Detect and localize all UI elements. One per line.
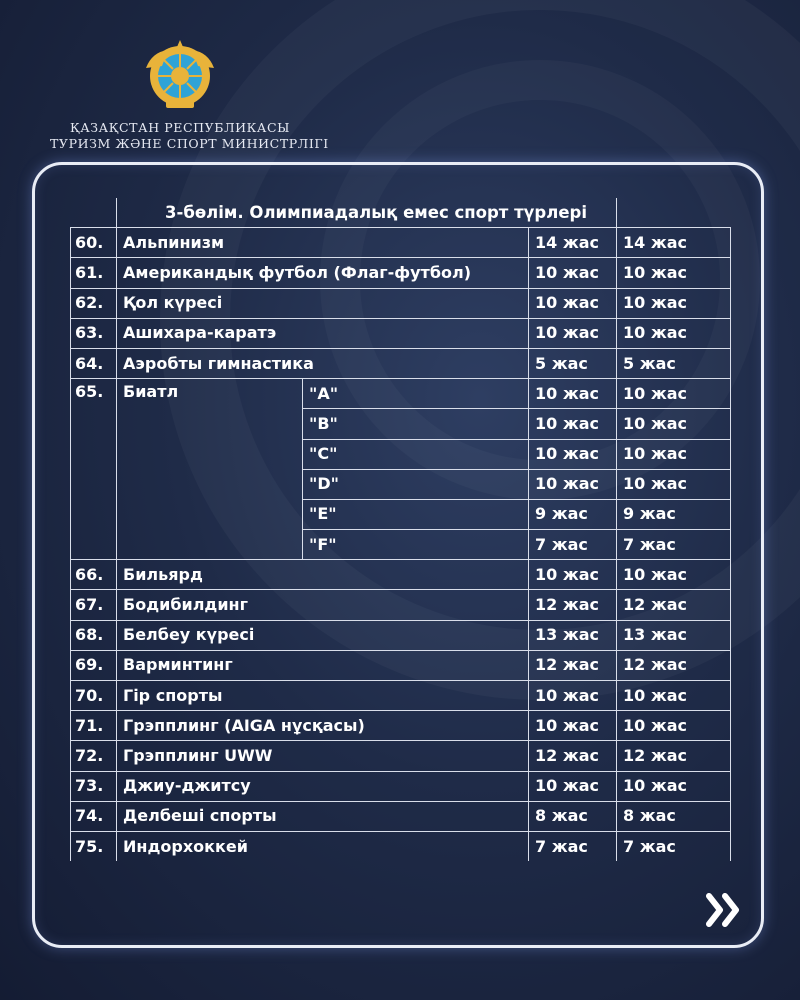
- age-cell: 13 жас: [617, 620, 731, 650]
- double-chevron-right-icon[interactable]: [706, 893, 742, 927]
- subcategory-label: "F": [303, 530, 529, 560]
- age-cell: 10 жас: [617, 469, 731, 499]
- age-cell: 10 жас: [529, 258, 617, 288]
- age-cell: 10 жас: [529, 439, 617, 469]
- age-cell: 9 жас: [529, 499, 617, 529]
- age-table: [70, 198, 731, 861]
- sport-name: Индорхоккей: [117, 831, 529, 861]
- row-number: 72.: [71, 741, 117, 771]
- age-cell: 10 жас: [529, 409, 617, 439]
- age-cell: 12 жас: [617, 741, 731, 771]
- table-row: [71, 288, 731, 318]
- table-row: [71, 590, 731, 620]
- age-cell: 10 жас: [617, 288, 731, 318]
- row-number: 62.: [71, 288, 117, 318]
- age-cell: 12 жас: [529, 741, 617, 771]
- subcategory-label: "А": [303, 379, 529, 409]
- age-cell: 12 жас: [529, 650, 617, 680]
- sport-name: Грэпплинг (AIGA нұсқасы): [117, 711, 529, 741]
- row-number: 67.: [71, 590, 117, 620]
- subcategory-label: "В": [303, 409, 529, 439]
- age-cell: 12 жас: [617, 650, 731, 680]
- sport-name: Джиу-джитсу: [117, 771, 529, 801]
- table-row: [71, 801, 731, 831]
- row-number: 70.: [71, 681, 117, 711]
- table-row: [71, 711, 731, 741]
- row-number: 71.: [71, 711, 117, 741]
- row-number: 68.: [71, 620, 117, 650]
- age-cell: 10 жас: [617, 258, 731, 288]
- age-cell: 10 жас: [529, 560, 617, 590]
- sport-name: Бильярд: [117, 560, 529, 590]
- age-cell: 13 жас: [529, 620, 617, 650]
- table-row: [71, 771, 731, 801]
- row-number: 66.: [71, 560, 117, 590]
- age-cell: 9 жас: [617, 499, 731, 529]
- row-number: 69.: [71, 650, 117, 680]
- ministry-line-1: ҚАЗАҚСТАН РЕСПУБЛИКАСЫ: [69, 120, 291, 135]
- age-cell: 10 жас: [529, 771, 617, 801]
- age-cell: 8 жас: [529, 801, 617, 831]
- subcategory-label: "D": [303, 469, 529, 499]
- age-cell: 10 жас: [617, 681, 731, 711]
- age-cell: 10 жас: [617, 318, 731, 348]
- table-row: [71, 620, 731, 650]
- subcategory-label: "E": [303, 499, 529, 529]
- table-row: [71, 560, 731, 590]
- row-number: 75.: [71, 831, 117, 861]
- table-row: [71, 258, 731, 288]
- table-row: [71, 681, 731, 711]
- age-cell: 12 жас: [529, 590, 617, 620]
- subcategory-label: "С": [303, 439, 529, 469]
- sport-name: Гір спорты: [117, 681, 529, 711]
- age-cell: 10 жас: [617, 379, 731, 409]
- table-row: [71, 831, 731, 861]
- sport-name: Ашихара-каратэ: [117, 318, 529, 348]
- age-cell: 10 жас: [617, 711, 731, 741]
- age-cell: 7 жас: [529, 831, 617, 861]
- age-cell: 5 жас: [529, 348, 617, 378]
- age-cell: 10 жас: [529, 318, 617, 348]
- age-cell: 7 жас: [617, 530, 731, 560]
- row-number: 64.: [71, 348, 117, 378]
- sport-name: Делбеші спорты: [117, 801, 529, 831]
- table-row: [71, 228, 731, 258]
- age-cell: 10 жас: [529, 469, 617, 499]
- row-number: 74.: [71, 801, 117, 831]
- sport-name: Варминтинг: [117, 650, 529, 680]
- age-cell: 10 жас: [617, 560, 731, 590]
- age-cell: 10 жас: [529, 711, 617, 741]
- table-row: [71, 379, 731, 409]
- age-cell: 10 жас: [529, 379, 617, 409]
- age-cell: 12 жас: [617, 590, 731, 620]
- sport-name: Қол күресі: [117, 288, 529, 318]
- age-table-wrapper: [70, 198, 730, 861]
- sport-name: Аэробты гимнастика: [117, 348, 529, 378]
- sport-name: Биатл: [117, 379, 303, 560]
- table-row: [71, 650, 731, 680]
- age-cell: 10 жас: [617, 409, 731, 439]
- age-cell: 10 жас: [529, 288, 617, 318]
- section-title: 3-бөлім. Олимпиадалық емес спорт түрлері: [117, 198, 617, 228]
- age-cell: 10 жас: [617, 771, 731, 801]
- section-row: [71, 198, 731, 228]
- sport-name: Белбеу күресі: [117, 620, 529, 650]
- ministry-header: [50, 38, 329, 152]
- sport-name: Бодибилдинг: [117, 590, 529, 620]
- row-number: 63.: [71, 318, 117, 348]
- age-cell: 14 жас: [617, 228, 731, 258]
- state-emblem-icon: [142, 38, 218, 110]
- age-cell: 10 жас: [617, 439, 731, 469]
- sport-name: Грэпплинг UWW: [117, 741, 529, 771]
- sport-name: Альпинизм: [117, 228, 529, 258]
- age-cell: 7 жас: [617, 831, 731, 861]
- row-number: 65.: [71, 379, 117, 560]
- row-number: 61.: [71, 258, 117, 288]
- table-row: [71, 348, 731, 378]
- row-number: 60.: [71, 228, 117, 258]
- table-row: [71, 741, 731, 771]
- age-cell: 10 жас: [529, 681, 617, 711]
- sport-name: Американдық футбол (Флаг-футбол): [117, 258, 529, 288]
- age-cell: 14 жас: [529, 228, 617, 258]
- row-number: 73.: [71, 771, 117, 801]
- table-row: [71, 318, 731, 348]
- age-cell: 7 жас: [529, 530, 617, 560]
- age-cell: 8 жас: [617, 801, 731, 831]
- age-cell: 5 жас: [617, 348, 731, 378]
- ministry-line-2: ТУРИЗМ ЖӘНЕ СПОРТ МИНИСТРЛІГІ: [50, 136, 329, 151]
